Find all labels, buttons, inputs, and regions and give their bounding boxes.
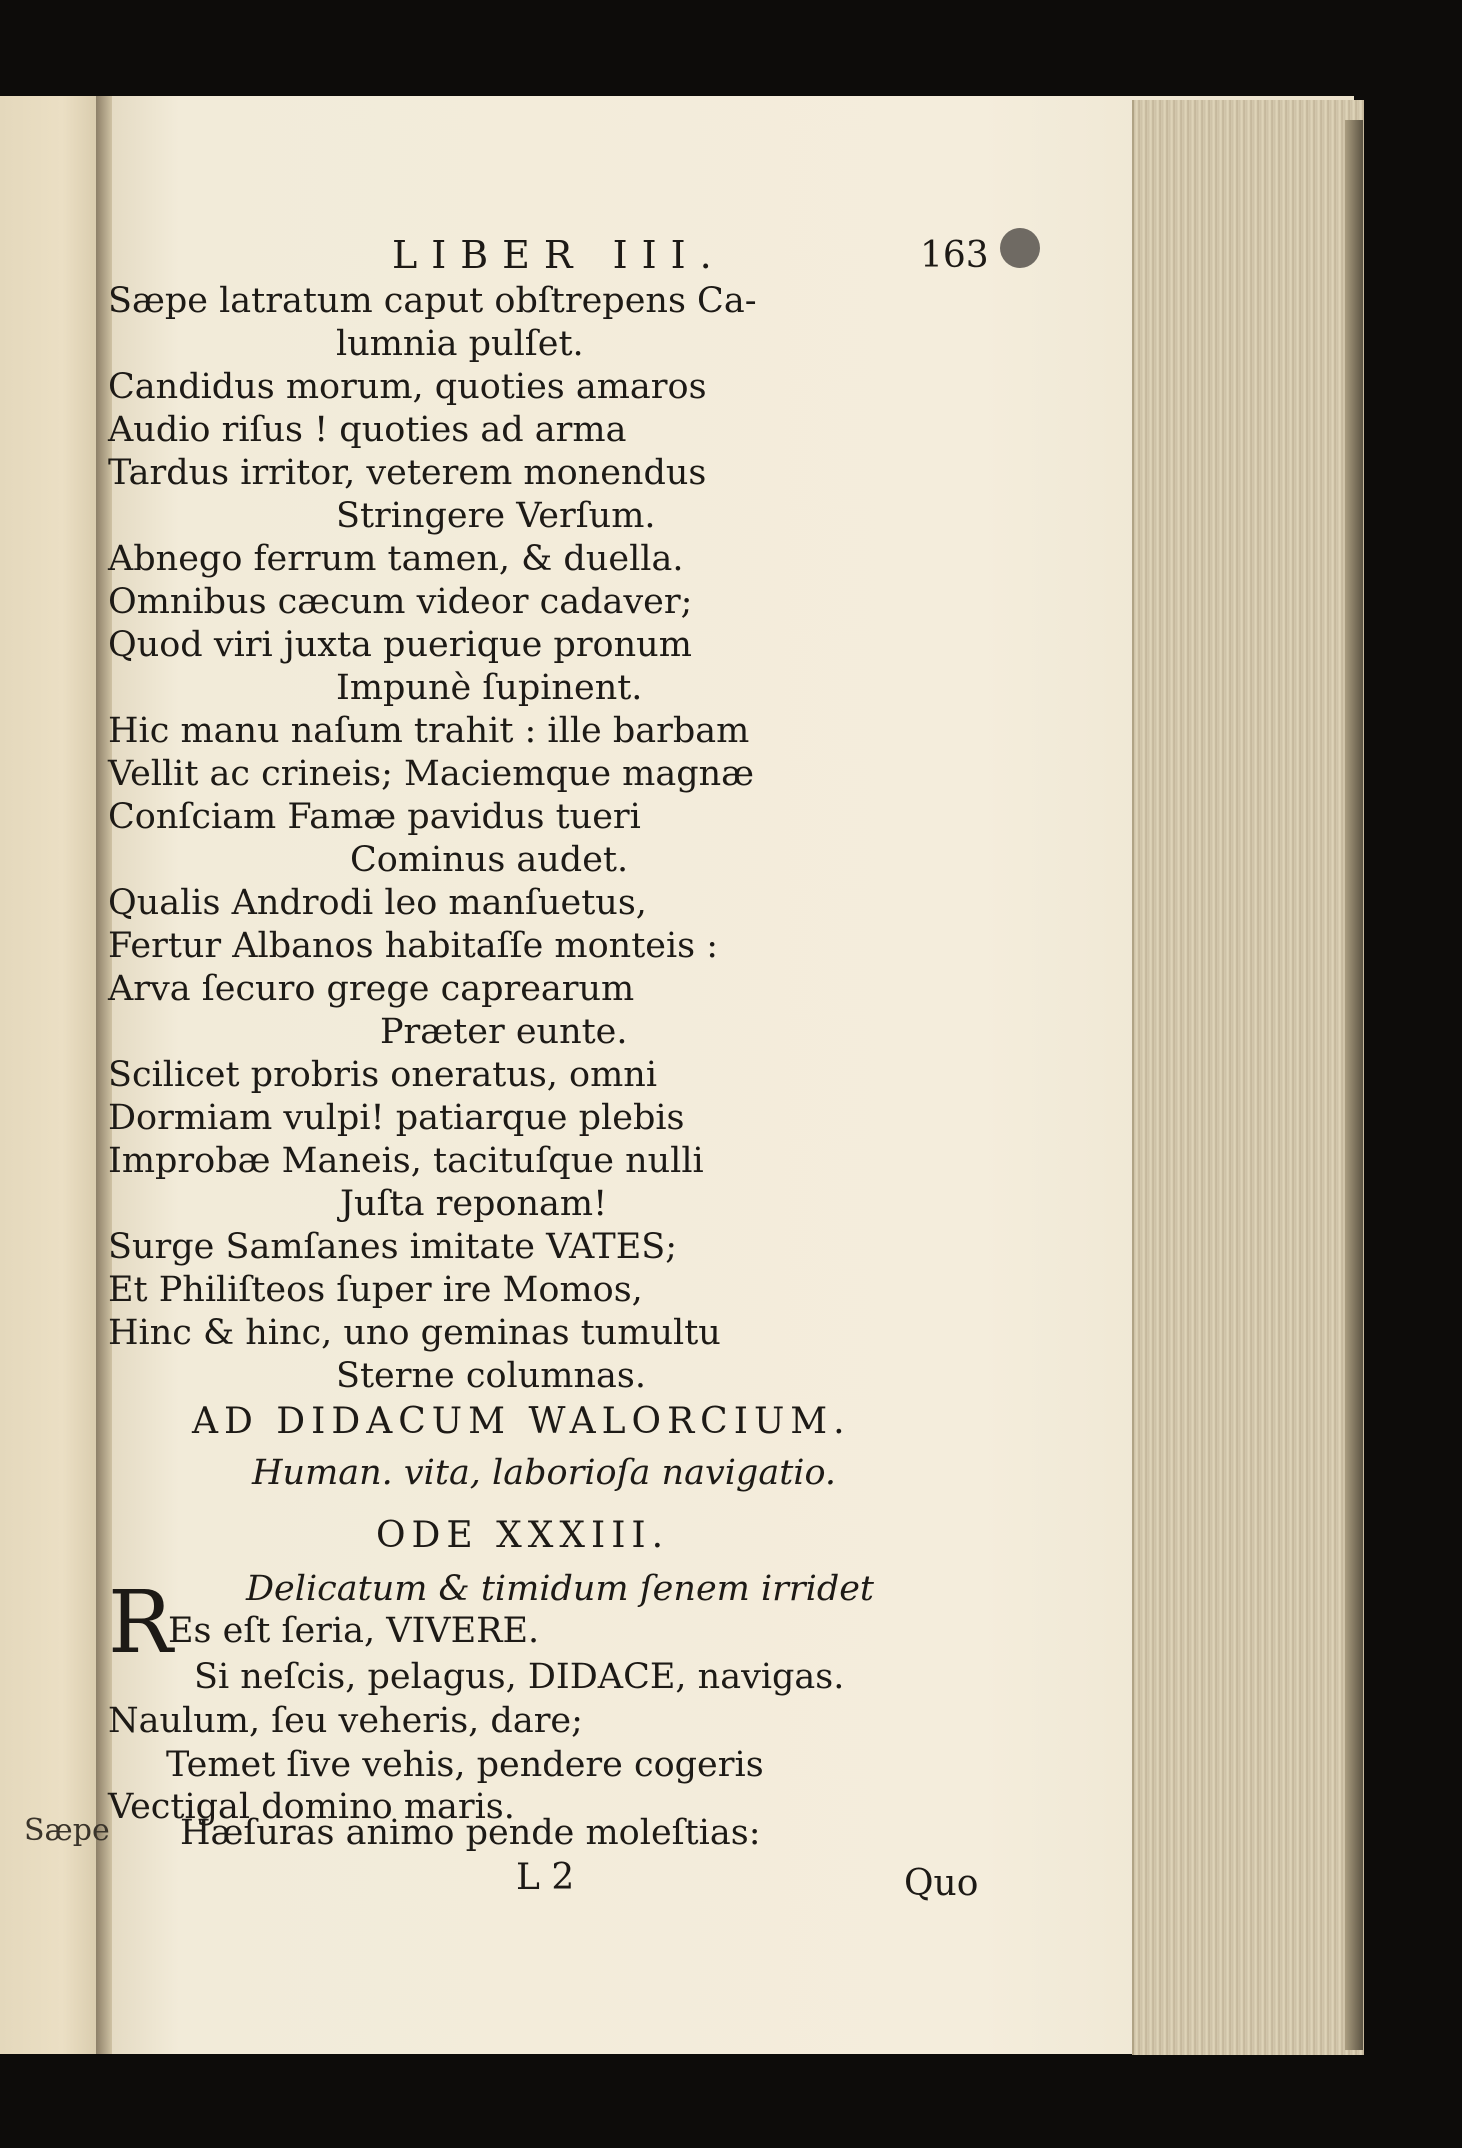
verse-line: Juſta reponam! bbox=[340, 1184, 608, 1224]
ode-argument: Delicatum & timidum ſenem irridet bbox=[246, 1569, 875, 1609]
verse-line: Hic manu naſum trahit : ille barbam bbox=[108, 711, 750, 751]
verse-line: Hinc & hinc, uno geminas tumultu bbox=[108, 1313, 721, 1353]
ode-initial: R bbox=[108, 1573, 173, 1673]
verse-line: Improbæ Maneis, tacituſque nulli bbox=[108, 1141, 704, 1181]
verse-line: Fertur Albanos habitaſſe monteis : bbox=[108, 926, 719, 966]
verse-line: Tardus irritor, veterem monendus bbox=[108, 453, 707, 493]
verse-line: Candidus morum, quoties amaros bbox=[108, 367, 707, 407]
fore-edge-shadow bbox=[1345, 120, 1363, 2050]
running-header: LIBER III. bbox=[392, 233, 726, 277]
verse-line: Stringere Verſum. bbox=[336, 496, 656, 536]
verse-line: Et Philiſteos ſuper ire Momos, bbox=[108, 1270, 643, 1310]
verse-line: Dormiam vulpi! patiarque plebis bbox=[108, 1098, 685, 1138]
left-page-catchword: Sæpe bbox=[24, 1813, 110, 1848]
verse-line: Quod viri juxta puerique pronum bbox=[108, 625, 692, 665]
verse-line: Abnego ferrum tamen, & duella. bbox=[108, 539, 684, 579]
poem-title: AD DIDACUM WALORCIUM. bbox=[192, 1401, 851, 1442]
verse-line: Vellit ac crineis; Maciemque magnæ bbox=[108, 754, 755, 794]
verse-line: Surge Samſanes imitate VATES; bbox=[108, 1227, 678, 1267]
ode-line: Hæſuras animo pende moleſtias: bbox=[180, 1813, 761, 1853]
verse-line: Qualis Androdi leo manſuetus, bbox=[108, 883, 647, 923]
poem-subtitle: Human. vita, laborioſa navigatio. bbox=[252, 1453, 837, 1493]
verse-line: Impunè ſupinent. bbox=[336, 668, 643, 708]
ode-line: Temet ſive vehis, pendere cogeris bbox=[166, 1745, 764, 1785]
verse-line: Conſciam Famæ pavidus tueri bbox=[108, 797, 641, 837]
ode-line: Naulum, ſeu veheris, dare; bbox=[108, 1701, 583, 1741]
verse-line: lumnia pulſet. bbox=[336, 324, 584, 364]
verse-line: Audio riſus ! quoties ad arma bbox=[108, 410, 627, 450]
page-number: 163 bbox=[920, 235, 989, 276]
verse-line: Arva ſecuro grege caprearum bbox=[108, 969, 635, 1009]
left-page bbox=[0, 96, 104, 2054]
ode-line: Vectigal domino maris. bbox=[108, 1787, 515, 1827]
verse-line: Sæpe latratum caput obſtrepens Ca- bbox=[108, 281, 757, 321]
ink-blot-icon bbox=[1000, 228, 1040, 268]
signature-mark: L 2 bbox=[516, 1857, 575, 1898]
ode-line: Es eſt ſeria, VIVERE. bbox=[168, 1611, 540, 1651]
verse-line: Cominus audet. bbox=[350, 840, 629, 880]
verse-line: Sterne columnas. bbox=[336, 1356, 646, 1396]
verse-line: Scilicet probris oneratus, omni bbox=[108, 1055, 658, 1095]
ode-line: Si neſcis, pelagus, DIDACE, navigas. bbox=[194, 1657, 845, 1697]
verse-line: Præter eunte. bbox=[380, 1012, 628, 1052]
ode-number: ODE XXXIII. bbox=[376, 1515, 670, 1556]
verse-line: Omnibus cæcum videor cadaver; bbox=[108, 582, 693, 622]
catchword: Quo bbox=[904, 1863, 979, 1904]
page-fore-edge bbox=[1132, 100, 1364, 2055]
